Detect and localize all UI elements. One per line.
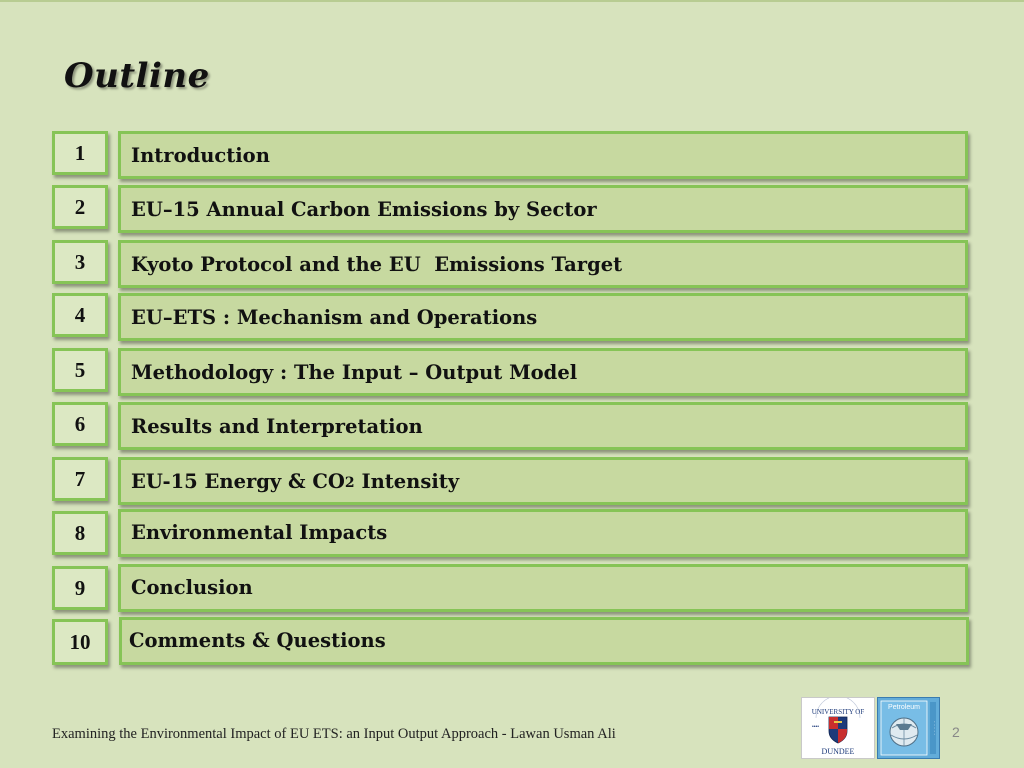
outline-item bbox=[0, 293, 1024, 341]
outline-item bbox=[0, 617, 1024, 665]
top-rule bbox=[0, 0, 1024, 2]
item-number: 7 bbox=[52, 457, 108, 501]
item-label: Kyoto Protocol and the EU Emissions Target bbox=[118, 240, 968, 288]
footer-text: Examining the Environmental Impact of EU ETS: an Input Output Approach - Lawan Usman Ali bbox=[52, 726, 616, 742]
item-number: 1 bbox=[52, 131, 108, 175]
page-number: 2 bbox=[952, 724, 960, 740]
university-bottom-label: DUNDEE bbox=[821, 747, 855, 756]
outline-item bbox=[0, 185, 1024, 233]
svg-text:••••: •••• bbox=[812, 724, 820, 730]
item-label bbox=[118, 457, 968, 505]
outline-item bbox=[0, 240, 1024, 288]
outline-item bbox=[0, 402, 1024, 450]
petroleum-logo bbox=[877, 697, 940, 759]
item-number: 4 bbox=[52, 293, 108, 337]
item-number: 5 bbox=[52, 348, 108, 392]
item-label: Introduction bbox=[118, 131, 968, 179]
petroleum-label: Petroleum bbox=[888, 704, 920, 711]
item-label: Conclusion bbox=[118, 564, 968, 612]
item-number: 6 bbox=[52, 402, 108, 446]
item-label: Environmental Impacts bbox=[118, 509, 968, 557]
item-number: 3 bbox=[52, 240, 108, 284]
svg-text:· · · · ·: · · · · · bbox=[931, 721, 937, 735]
university-crest-icon bbox=[802, 698, 874, 758]
subscript-two: 2 bbox=[344, 475, 355, 491]
university-top-label: UNIVERSITY OF bbox=[811, 708, 865, 716]
university-logo bbox=[801, 697, 875, 759]
page-title: Outline bbox=[64, 56, 210, 96]
item-number: 9 bbox=[52, 566, 108, 610]
item-number: 8 bbox=[52, 511, 108, 555]
item-label: Comments & Questions bbox=[119, 617, 969, 665]
item-label-suffix: Intensity bbox=[354, 469, 460, 493]
item-label: Methodology : The Input – Output Model bbox=[118, 348, 968, 396]
outline-item bbox=[0, 509, 1024, 557]
item-label-text: EU-15 Energy & CO bbox=[131, 469, 345, 493]
outline-item bbox=[0, 564, 1024, 612]
globe-icon bbox=[878, 698, 939, 758]
outline-item bbox=[0, 131, 1024, 179]
item-label: Results and Interpretation bbox=[118, 402, 968, 450]
outline-item bbox=[0, 457, 1024, 505]
item-number: 10 bbox=[52, 619, 108, 665]
item-label: EU–ETS : Mechanism and Operations bbox=[118, 293, 968, 341]
item-number: 2 bbox=[52, 185, 108, 229]
outline-item bbox=[0, 348, 1024, 396]
item-label: EU–15 Annual Carbon Emissions by Sector bbox=[118, 185, 968, 233]
